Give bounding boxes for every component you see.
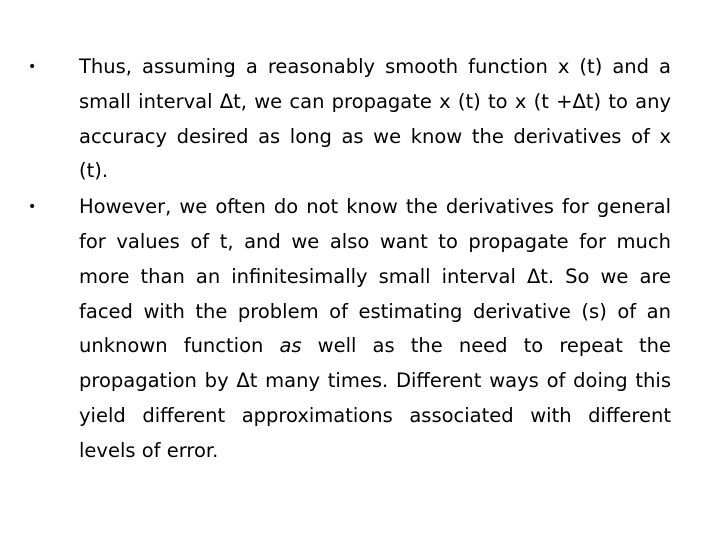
- bullet-dot-icon: •: [28, 59, 37, 75]
- bullet-text-part-2: well as the need to repeat the propagation by Δt many times. Different ways of doing this yield different approximations associated with different levels of error.: [79, 334, 671, 462]
- bullet-item-propagation-accuracy: [28, 50, 671, 189]
- bullet-text-italic: as: [279, 334, 302, 358]
- bullet-list: [28, 50, 671, 470]
- bullet-text: Thus, assuming a reasonably smooth function x (t) and a small interval Δt, we can propagate x (t) to x (t +Δt) to any accuracy desired as long as we know the derivatives of x (t).: [79, 55, 671, 183]
- bullet-item-estimating-derivatives: [28, 190, 671, 468]
- bullet-text-part-1: However, we often do not know the derivatives for general for values of t, and we also want to propagate for much more than an infinitesimally small interval Δt. So we are faced with the problem of estimating derivative (s) of an unknown function: [79, 195, 671, 358]
- bullet-dot-icon: •: [28, 199, 37, 216]
